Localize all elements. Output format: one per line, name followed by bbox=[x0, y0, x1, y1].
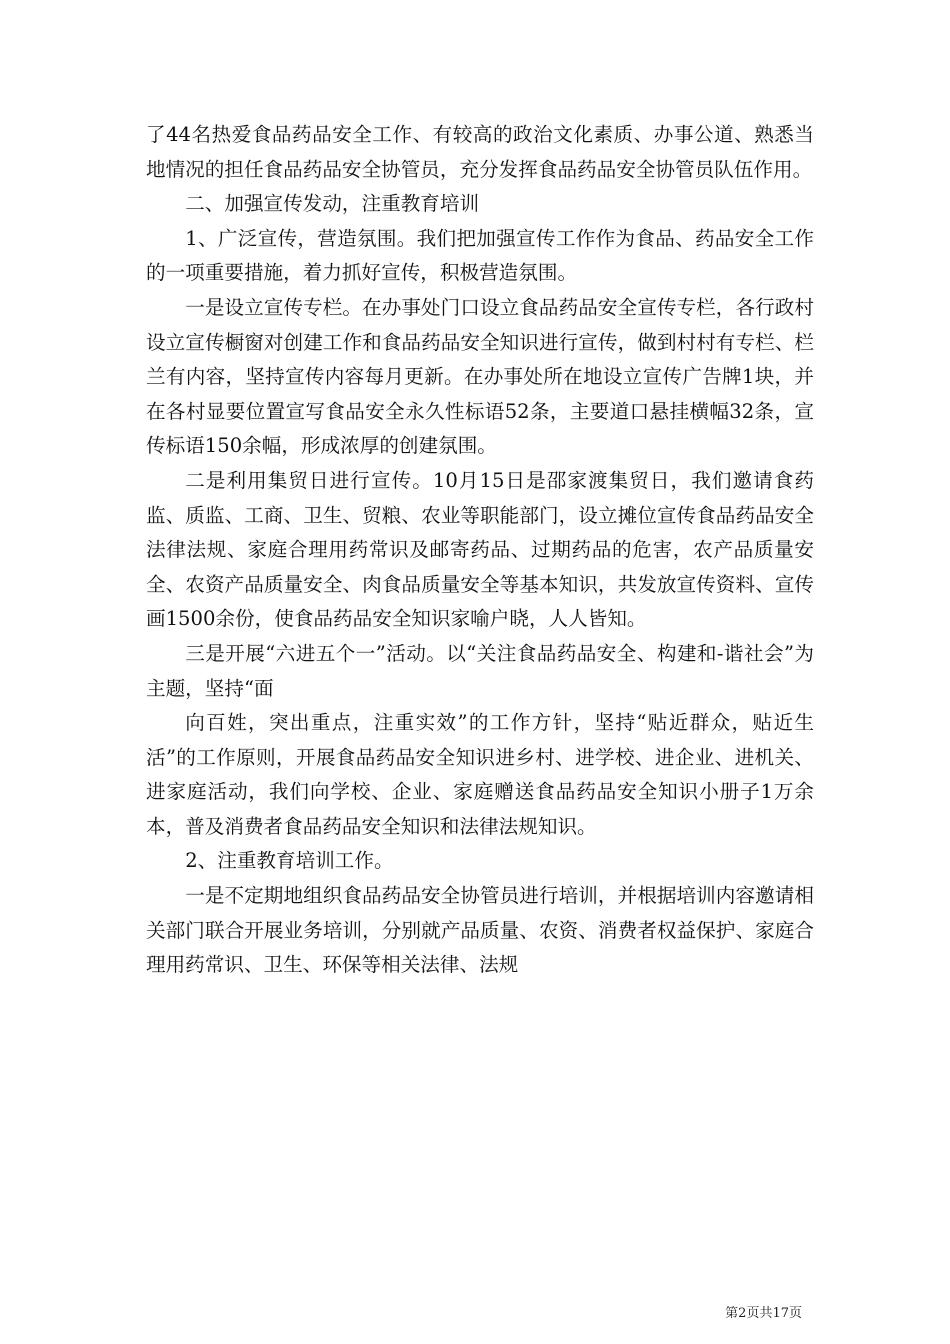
paragraph-9: 一是不定期地组织食品药品安全协管员进行培训，并根据培训内容邀请相关部门联合开展业务培训，分别就产品质量、农资、消费者权益保护、家庭合理用药常识、卫生、环保等相关法律、法规 bbox=[146, 884, 814, 977]
page-number-footer: 第2页共17页 bbox=[725, 1306, 802, 1321]
section-heading-2: 二、加强宣传发动，注重教育培训 bbox=[185, 192, 480, 216]
paragraph-6: 三是开展“六进五个一”活动。以“关注食品药品安全、构建和-谐社会”为主题，坚持“面 bbox=[146, 641, 814, 700]
paragraph-3: 1、广泛宣传，营造氛围。我们把加强宣传工作作为食品、药品安全工作的一项重要措施，着力抓好宣传，积极营造氛围。 bbox=[146, 226, 814, 285]
paragraph-1: 了44名热爱食品药品安全工作、有较高的政治文化素质、办事公道、熟悉当地情况的担任食品药品安全协管员，充分发挥食品药品安全协管员队伍作用。 bbox=[146, 123, 814, 181]
paragraph-7: 向百姓，突出重点，注重实效”的工作方针，坚持“贴近群众，贴近生活”的工作原则，开展食品药品安全知识进乡村、进学校、进企业、进机关、进家庭活动，我们向学校、企业、家庭赠送食品药品安全知识小册子1万余本，普及消费者食品药品安全知识和法律法规知识。 bbox=[146, 711, 814, 838]
paragraph-5: 二是利用集贸日进行宣传。10月15日是邵家渡集贸日，我们邀请食药监、质监、工商、卫生、贸粮、农业等职能部门，设立摊位宣传食品药品安全法律法规、家庭合理用药常识及邮寄药品、过期药品的危害，农产品质量安全、农资产品质量安全、肉食品质量安全等基本知识，共发放宣传资料、宣传画1500余份，使食品药品安全知识家喻户晓，人人皆知。 bbox=[146, 468, 814, 631]
document-body bbox=[146, 118, 814, 983]
paragraph-8: 2、注重教育培训工作。 bbox=[185, 849, 394, 873]
paragraph-4: 一是设立宣传专栏。在办事处门口设立食品药品安全宣传专栏，各行政村设立宣传橱窗对创建工作和食品药品安全知识进行宣传，做到村村有专栏、栏兰有内容，坚持宣传内容每月更新。在办事处所在地设立宣传广告牌1块，并在各村显要位置宣写食品安全永久性标语52条，主要道口悬挂横幅32条，宣传标语150余幅，形成浓厚的创建氛围。 bbox=[146, 295, 814, 458]
